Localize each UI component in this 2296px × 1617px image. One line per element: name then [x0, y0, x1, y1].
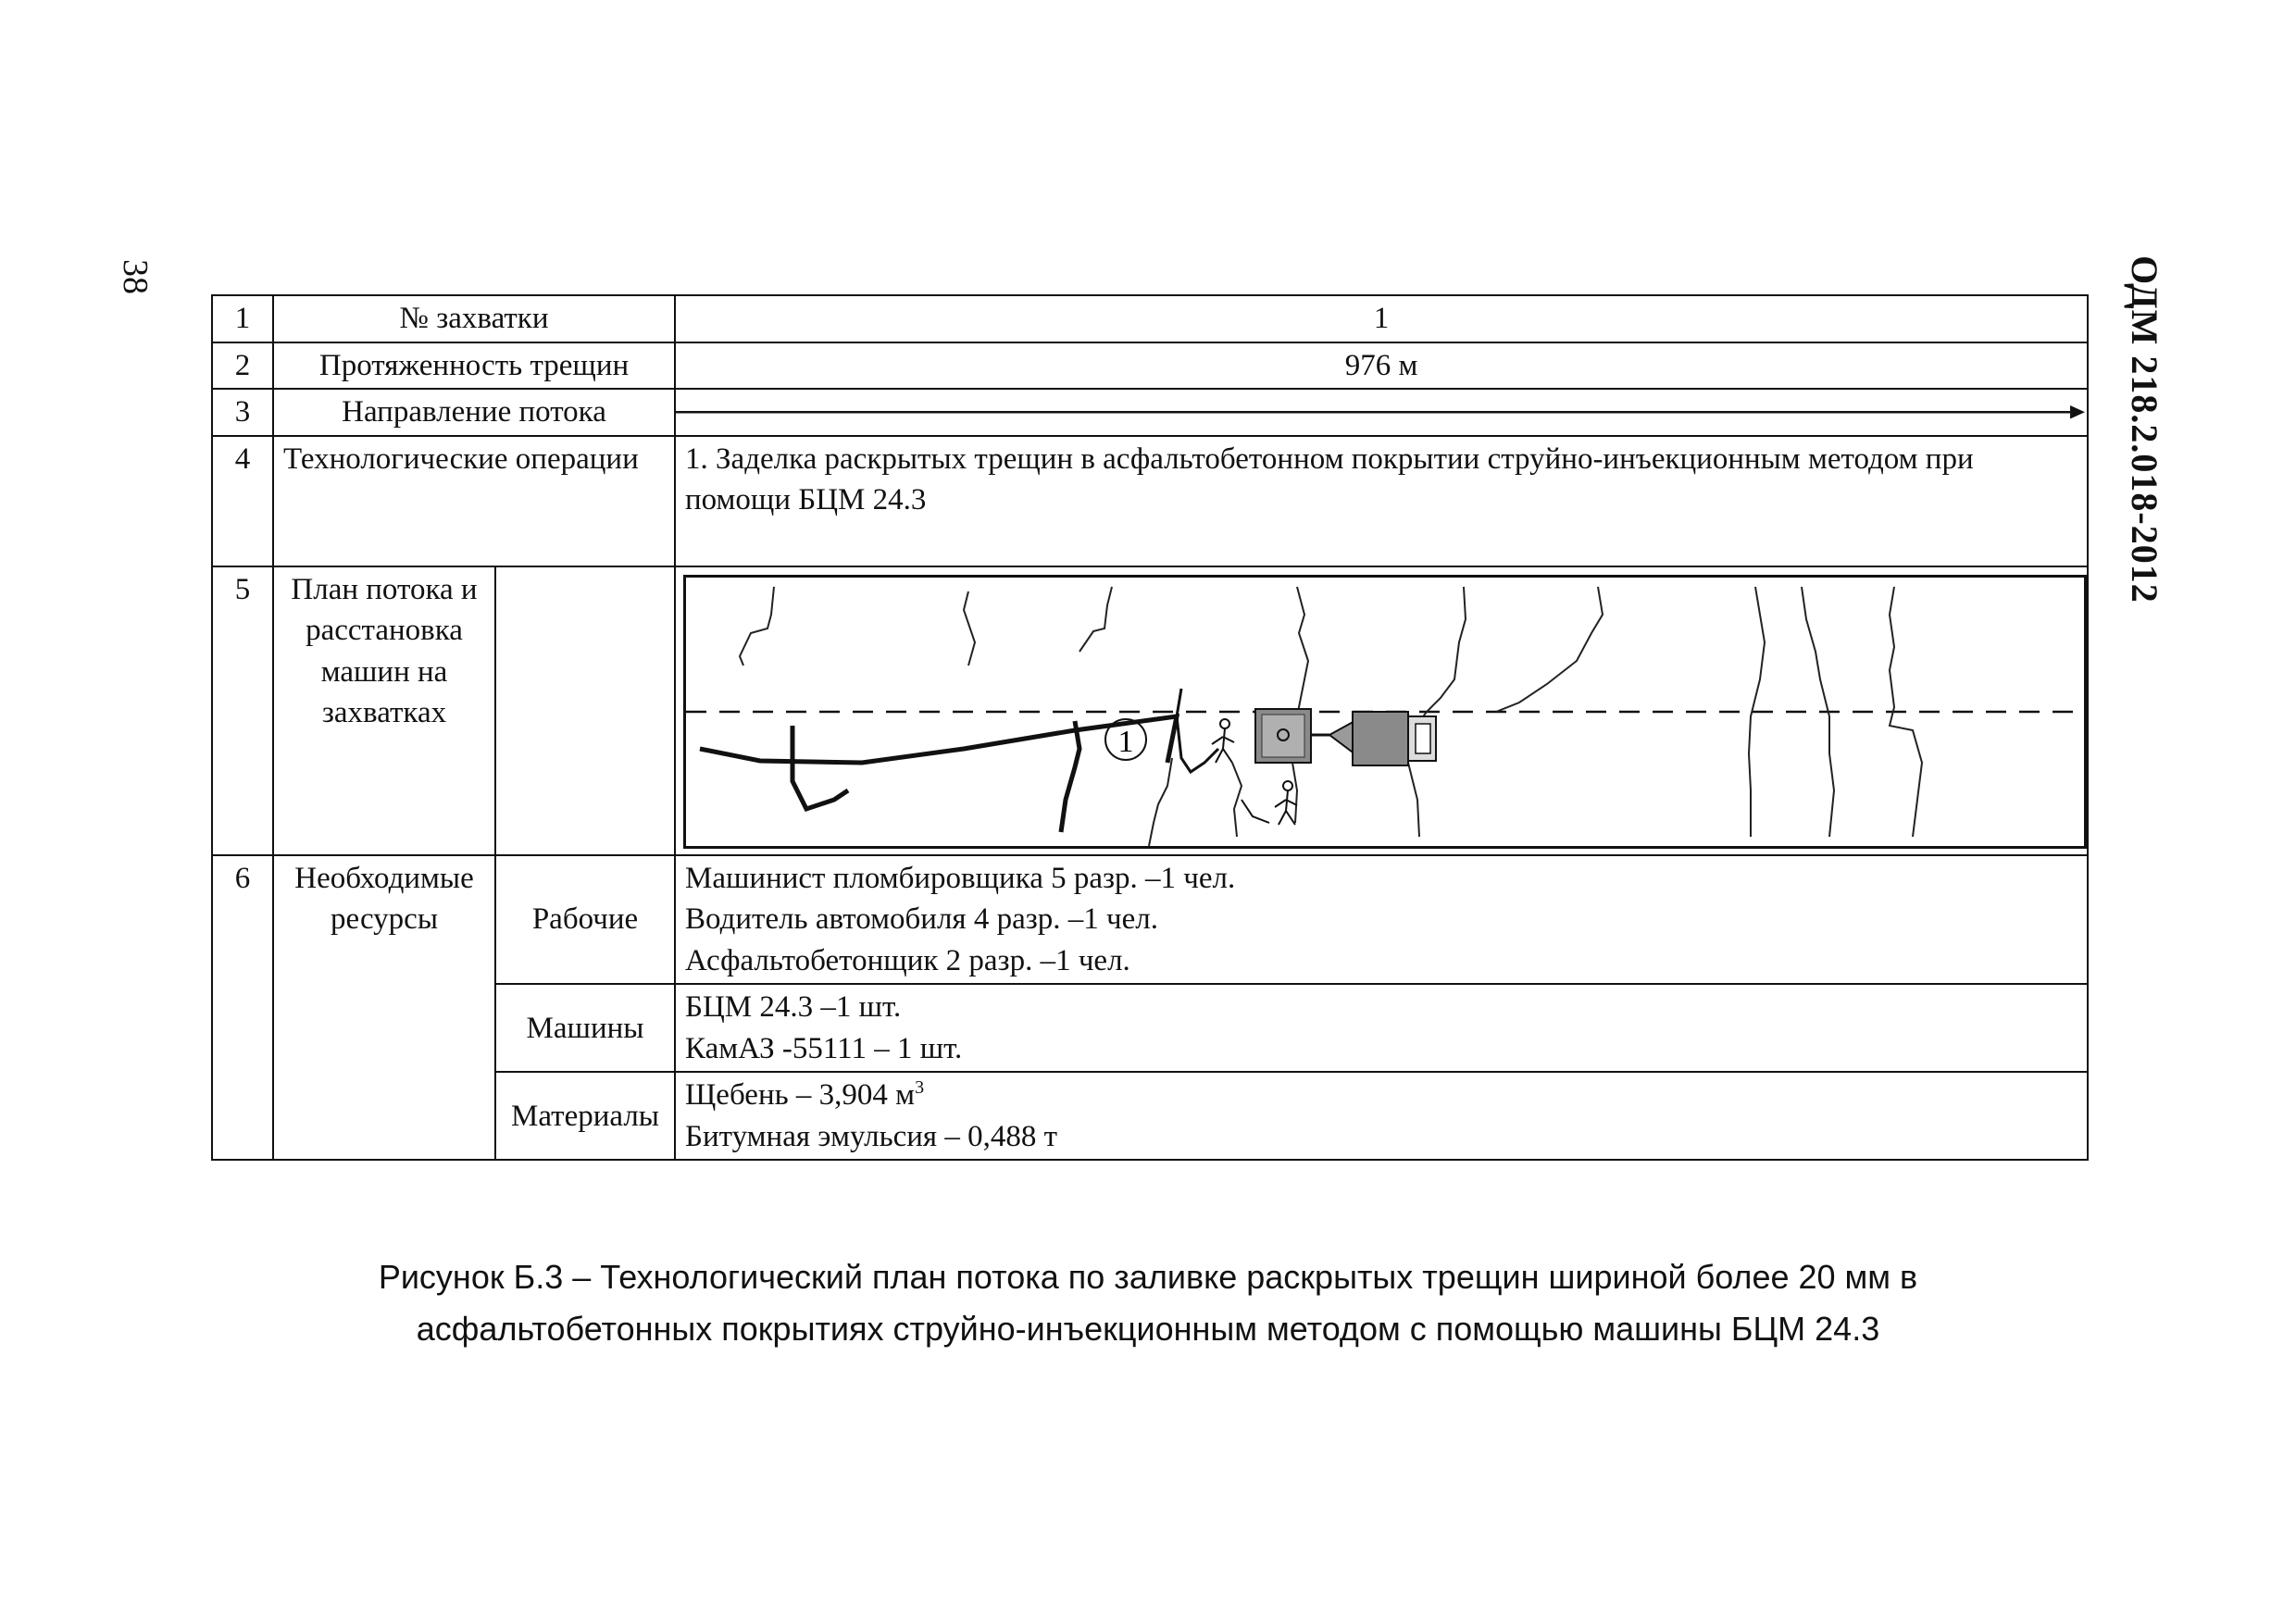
row-tech-operations — [212, 436, 2088, 566]
page-number: 38 — [116, 259, 155, 294]
unit-superscript: 3 — [915, 1077, 925, 1099]
worker-figure — [1242, 781, 1297, 825]
caption-line: асфальтобетонных покрытиях струйно-инъекционным методом с помощью машины БЦМ 24.3 — [416, 1309, 1880, 1348]
row-number: 3 — [212, 389, 273, 436]
machines-label: Машины — [495, 984, 675, 1072]
row-section-number — [212, 295, 2088, 342]
row-number: 4 — [212, 436, 273, 566]
machines-list — [675, 984, 2088, 1072]
row-label: Необходимые ресурсы — [273, 855, 495, 1161]
materials-label: Материалы — [495, 1072, 675, 1160]
row-label: № захватки — [273, 295, 675, 342]
section-marker-label: 1 — [1117, 724, 1134, 759]
flow-plan-table — [211, 294, 2089, 1161]
truck-icon — [1329, 712, 1436, 765]
row-number: 5 — [212, 566, 273, 855]
material-gravel: Щебень – 3,904 м — [685, 1078, 916, 1113]
workers-label: Рабочие — [495, 855, 675, 985]
filled-crack-lines — [700, 716, 1177, 832]
road-plan-diagram — [683, 575, 2087, 849]
row-label: Технологические операции — [273, 436, 675, 566]
row-flow-direction — [212, 389, 2088, 436]
row-crack-length — [212, 342, 2088, 390]
worker-item: Машинист пломбировщика 5 разр. –1 чел. — [685, 861, 1236, 895]
row-number: 2 — [212, 342, 273, 390]
machine-item: БЦМ 24.3 –1 шт. — [685, 990, 902, 1025]
worker-item: Асфальтобетонщик 2 разр. –1 чел. — [685, 943, 1130, 977]
caption-line: Рисунок Б.3 – Технологический план потока по заливке раскрытых трещин шириной более 20 мм в — [378, 1258, 1918, 1296]
crack-length-value: 976 м — [675, 342, 2088, 390]
row-label: Направление потока — [273, 389, 675, 436]
material-item: Битумная эмульсия – 0,488 т — [685, 1119, 1058, 1153]
worker-figure — [1212, 719, 1234, 763]
empty-cell — [495, 566, 675, 855]
row-number: 1 — [212, 295, 273, 342]
tech-operations-value: 1. Заделка раскрытых трещин в асфальтобетонном покрытии струйно-инъекционным методом при помощи БЦМ 24.3 — [675, 436, 2088, 566]
worker-item: Водитель автомобиля 4 разр. –1 чел. — [685, 902, 1158, 937]
material-item — [685, 1075, 2078, 1116]
materials-list — [675, 1072, 2088, 1160]
row-label: План потока и расстановка машин на захватках — [273, 566, 495, 855]
arrow-right-icon — [676, 390, 2087, 435]
section-number-value: 1 — [675, 295, 2088, 342]
flow-plan-cell — [675, 566, 2088, 855]
worker-crack-lines — [1177, 689, 1218, 772]
crack-filling-machine-icon — [1255, 709, 1329, 763]
row-number: 6 — [212, 855, 273, 1161]
crack-lines — [740, 587, 1922, 846]
machine-item: КамАЗ -55111 – 1 шт. — [685, 1031, 963, 1065]
row-label: Протяженность трещин — [273, 342, 675, 390]
road-plan-drawing — [686, 578, 2084, 846]
row-resources-workers — [212, 855, 2088, 985]
row-flow-plan — [212, 566, 2088, 855]
flow-direction-arrow — [675, 389, 2088, 436]
figure-caption — [231, 1251, 2065, 1355]
section-marker — [1105, 719, 1146, 760]
document-code: ОДМ 218.2.018-2012 — [2124, 255, 2165, 603]
workers-list — [675, 855, 2088, 985]
